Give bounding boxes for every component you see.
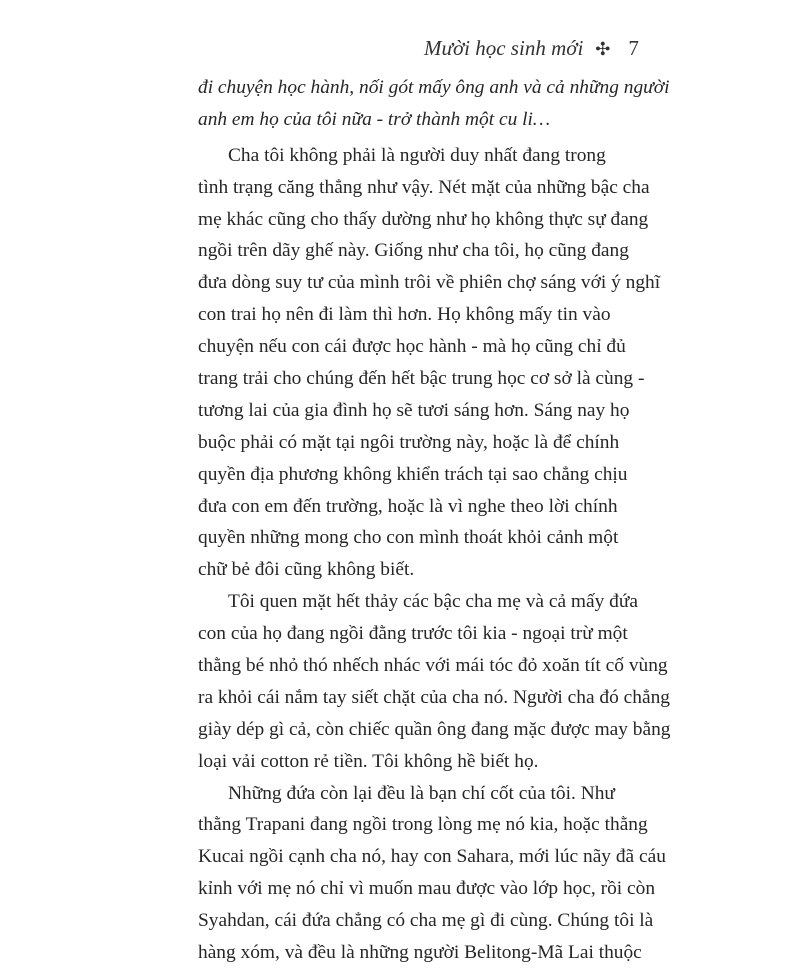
running-header	[424, 36, 639, 61]
page-number: 7	[628, 36, 639, 60]
text-line: đi chuyện học hành, nối gót mấy ông anh và cả những người	[198, 77, 670, 98]
text-line: chữ bẻ đôi cũng không biết.	[198, 559, 415, 581]
text-line: Tôi quen mặt hết thảy các bậc cha mẹ và cả mấy đứa	[228, 591, 638, 613]
ornament-separator: ✣	[595, 39, 611, 59]
chapter-title: Mười học sinh mới	[424, 36, 584, 60]
text-line: đưa con em đến trường, hoặc là vì nghe theo lời chính	[198, 495, 618, 517]
text-line: tương lai của gia đình họ sẽ tươi sáng hơn. Sáng nay họ	[198, 399, 630, 421]
text-line: ra khỏi cái nắm tay siết chặt của cha nó. Người cha đó chẳng	[198, 686, 670, 708]
text-line: buộc phải có mặt tại ngôi trường này, hoặc là để chính	[198, 431, 620, 453]
paragraph-0	[198, 72, 670, 136]
text-line: con của họ đang ngồi đằng trước tôi kia - ngoại trừ một	[198, 623, 628, 645]
text-line: đưa dòng suy tư của mình trôi về phiên chợ sáng với ý nghĩ	[198, 272, 661, 294]
text-line: tình trạng căng thẳng như vậy. Nét mặt của những bậc cha	[198, 176, 650, 198]
paragraph-1	[198, 140, 661, 586]
text-line: anh em họ của tôi nữa - trở thành một cu li…	[198, 108, 551, 130]
paragraph-2	[198, 586, 671, 777]
text-line: thằng Trapani đang ngồi trong lòng mẹ nó kia, hoặc thằng	[198, 814, 648, 836]
text-line: Kucai ngồi cạnh cha nó, hay con Sahara, mới lúc nãy đã cáu	[198, 846, 666, 868]
text-line: giày dép gì cả, còn chiếc quần ông đang mặc được may bằng	[198, 718, 671, 740]
text-line: loại vải cotton rẻ tiền. Tôi không hề biết họ.	[198, 750, 539, 772]
text-line: kỉnh với mẹ nó chỉ vì muốn mau được vào lớp học, rồi còn	[198, 878, 656, 900]
text-line: con trai họ nên đi làm thì hơn. Họ không mấy tin vào	[198, 304, 611, 326]
page-body	[198, 72, 671, 969]
text-line: ngồi trên dãy ghế này. Giống như cha tôi, họ cũng đang	[198, 240, 629, 262]
paragraph-3	[198, 778, 666, 969]
text-line: mẹ khác cũng cho thấy dường như họ không thực sự đang	[198, 208, 649, 230]
text-line: hàng xóm, và đều là những người Belitong-Mã Lai thuộc	[198, 942, 642, 964]
text-line: Những đứa còn lại đều là bạn chí cốt của tôi. Như	[228, 782, 615, 804]
text-line: quyền những mong cho con mình thoát khỏi cảnh một	[198, 527, 619, 549]
text-line: thằng bé nhỏ thó nhếch nhác với mái tóc đỏ xoăn tít cố vùng	[198, 655, 668, 677]
text-line: quyền địa phương không khiển trách tại sao chẳng chịu	[198, 463, 628, 485]
text-line: chuyện nếu con cái được học hành - mà họ cũng chỉ đủ	[198, 336, 626, 358]
text-line: Syahdan, cái đứa chẳng có cha mẹ gì đi cùng. Chúng tôi là	[198, 910, 654, 932]
text-line: Cha tôi không phải là người duy nhất đang trong	[228, 144, 606, 166]
text-line: trang trải cho chúng đến hết bậc trung học cơ sở là cùng -	[198, 368, 645, 390]
